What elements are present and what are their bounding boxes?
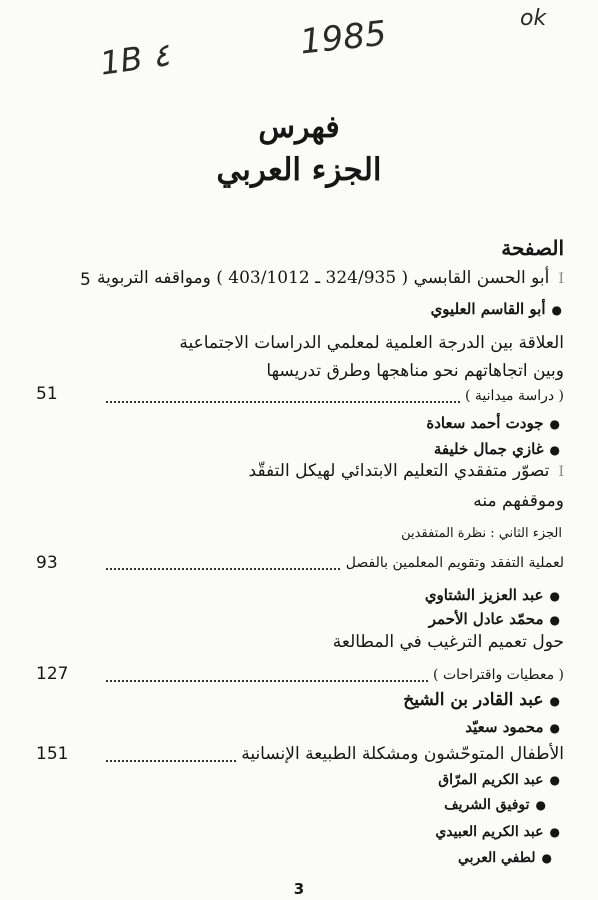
author: ●عبد الكريم العبيدي [435,824,560,840]
toc-entry-3-page: 93 [36,553,58,573]
toc-entry-2-page: 51 [36,384,58,404]
page-subtitle: الجزء العربي [216,152,382,188]
margin-mark: I [558,271,564,287]
author: ●عبد القادر بن الشيخ [403,690,560,710]
toc-entry-4-line1: حول تعميم الترغيب في المطالعة [332,632,564,652]
author: ●محمّد عادل الأحمر [428,610,560,628]
author: ●جودت أحمد سعادة [426,414,560,432]
margin-mark: I [558,464,564,480]
author: ●لطفي العربي [457,850,552,866]
toc-entry-3-line4: لعملية التفقد وتقويم المعلمين بالفصل [36,552,564,576]
toc-entry-3-line3: الجزء الثاني : نظرة المتفقدين [401,526,562,541]
handwritten-ok: ok [520,6,547,31]
toc-entry-5-page: 151 [36,744,69,764]
page-number: 3 [293,880,305,898]
author: ●عبد الكريم المرّاق [438,772,560,788]
toc-entry-2-line3: ( دراسة ميدانية ) [36,385,564,409]
handwritten-year: 1985 [298,13,389,63]
toc-entry-4-page: 127 [36,664,69,684]
toc-entry-2-line1: العلاقة بين الدرجة العلمية لمعلمي الدراسات الاجتماعية [179,333,564,353]
handwritten-ref-left: 1B ٤ [97,35,172,83]
toc-entry-1-page: 5 [80,270,91,290]
author: ●عبد العزيز الشتاوي [424,586,560,604]
author: ●محمود سعيّد [465,718,560,736]
author: ●توفيق الشريف [444,797,546,813]
page-column-label: الصفحة [501,236,564,260]
toc-entry-4-line2: ( معطيات واقتراحات ) [36,664,564,688]
author: ●غازي جمال خليفة [433,440,560,458]
toc-entry-2-line2: وبين اتجاهاتهم نحو مناهجها وطرق تدريسها [266,361,564,381]
toc-entry-3-line2: وموقفهم منه [473,491,564,511]
page-title: فهرس [258,110,340,145]
toc-entry-3-line1: I تصوّر متفقدي التعليم الابتدائي لهيكل التفقّد [248,461,564,481]
toc-entry-5-line1: الأطفال المتوحّشون ومشكلة الطبيعة الإنسانية [36,744,564,768]
toc-entry-1-title: I أبو الحسن القابسي ( 324/935 ـ 403/1012 ) ومواقفه التربوية [97,268,564,288]
author: ●أبو القاسم العليوي [430,300,562,318]
